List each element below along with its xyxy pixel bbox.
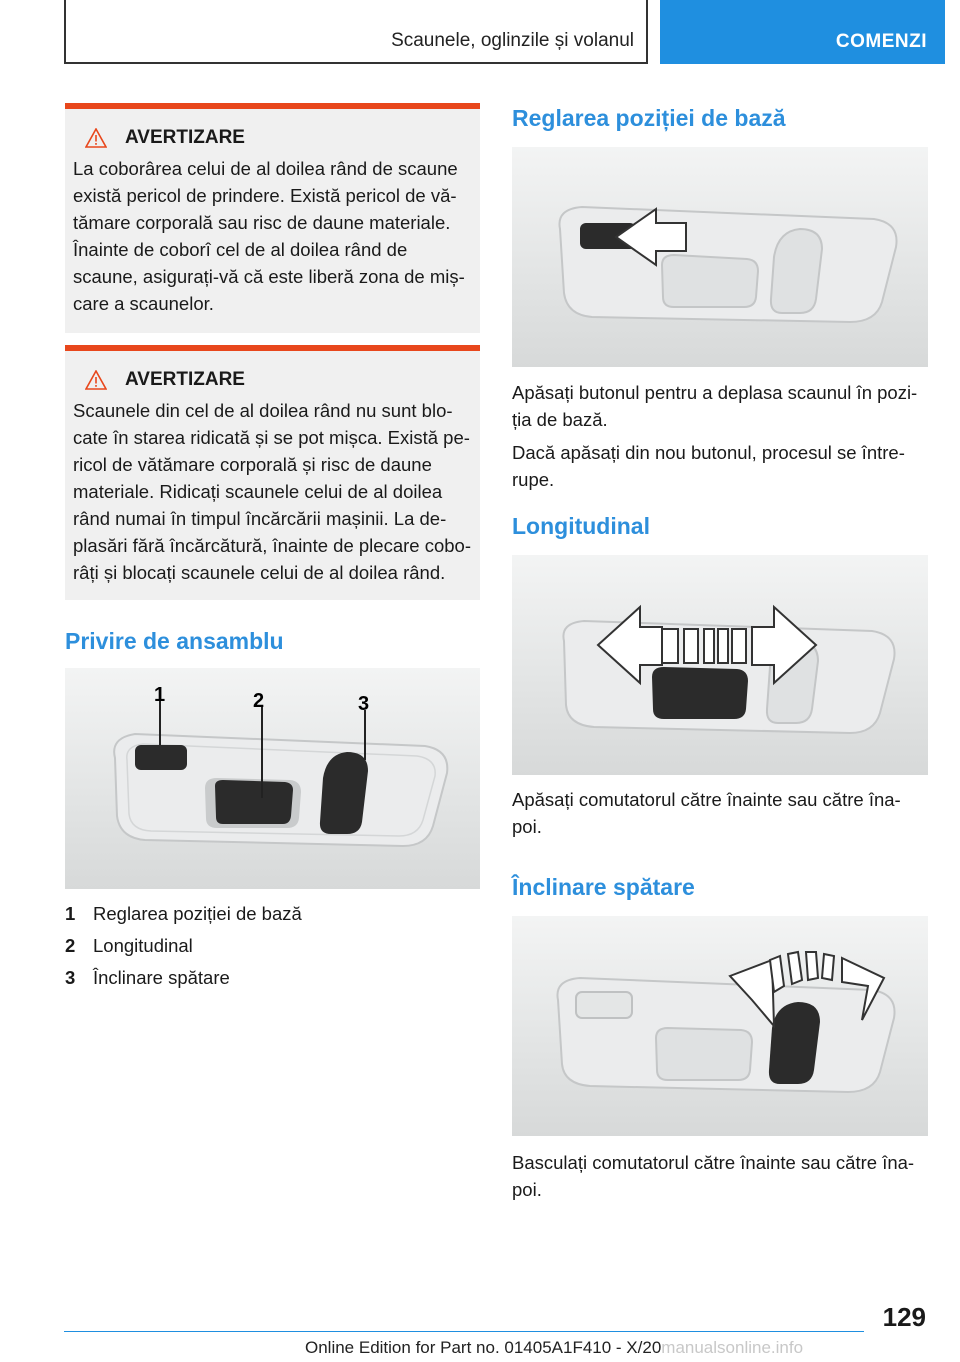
footer-rule — [64, 1331, 864, 1332]
page-number: 129 — [882, 1302, 926, 1332]
header-section-title: Scaunele, oglinzile și volanul — [391, 30, 634, 51]
footer-edition: Online Edition for Part no. 01405A1F410 - X/20manualsonline.info — [305, 1338, 804, 1357]
basic-text-1: Apăsați butonul pentru a deplasa scaunul în pozi- ția de bază. — [512, 382, 918, 430]
backrest-image — [512, 916, 928, 1136]
heading-longitudinal: Longitudinal — [512, 513, 650, 539]
longitudinal-image — [512, 555, 928, 775]
heading-basic-position: Reglarea poziției de bază — [512, 105, 786, 131]
legend-item: 3 Înclinare spătare — [65, 967, 230, 988]
legend-item: 1 Reglarea poziției de bază — [65, 903, 302, 924]
callout-3: 3 — [358, 693, 370, 715]
warning-box-1 — [65, 103, 480, 333]
basic-position-image — [512, 147, 928, 367]
warning-text: La coborârea celui de al doilea rând de scaune există pericol de prindere. Există pericol de vă- tămare corporală sau risc de daune materiale. Înainte de coborî cel de al doilea rând de scaune, asigurați-vă că este liberă zona de miș- care a scaunelor. — [73, 158, 465, 314]
callout-2: 2 — [253, 690, 265, 712]
heading-overview: Privire de ansamblu — [65, 628, 284, 654]
warning-triangle-icon — [85, 370, 107, 390]
legend-item: 2 Longitudinal — [65, 935, 193, 956]
callout-1: 1 — [154, 684, 166, 706]
header-section-box — [64, 0, 648, 64]
position-button — [135, 745, 187, 770]
footer-watermark: manualsonline.info — [661, 1338, 804, 1357]
header-chapter-label: COMENZI — [835, 31, 927, 52]
overview-image — [65, 668, 480, 889]
longitudinal-switch — [215, 780, 293, 824]
longitudinal-text: Apăsați comutatorul către înainte sau către îna- poi. — [512, 789, 901, 837]
warning-box-2 — [65, 345, 480, 600]
header-chapter-tab[interactable] — [660, 0, 945, 64]
heading-backrest: Înclinare spătare — [512, 874, 695, 900]
backrest-text: Basculați comutatorul către înainte sau către îna- poi. — [512, 1152, 915, 1200]
warning-text: Scaunele din cel de al doilea rând nu sunt blo- cate în starea ridicată și se pot mișca. Există pe- ricol de vătămare corporală și risc de daune materiale. Ridicați scaunele celui de al doilea rând numai în timpul încărcării mașinii. La de- plasări fără încărcătură, înainte de plecare cobo- râți și blocați scaunele celui de al doilea rând. — [73, 400, 471, 583]
basic-text-2: Dacă apăsați din nou butonul, procesul se între- rupe. — [512, 442, 905, 490]
overview-legend — [65, 898, 302, 994]
warning-title: AVERTIZARE — [125, 369, 245, 390]
warning-triangle-icon — [85, 128, 107, 148]
warning-title: AVERTIZARE — [125, 127, 245, 148]
